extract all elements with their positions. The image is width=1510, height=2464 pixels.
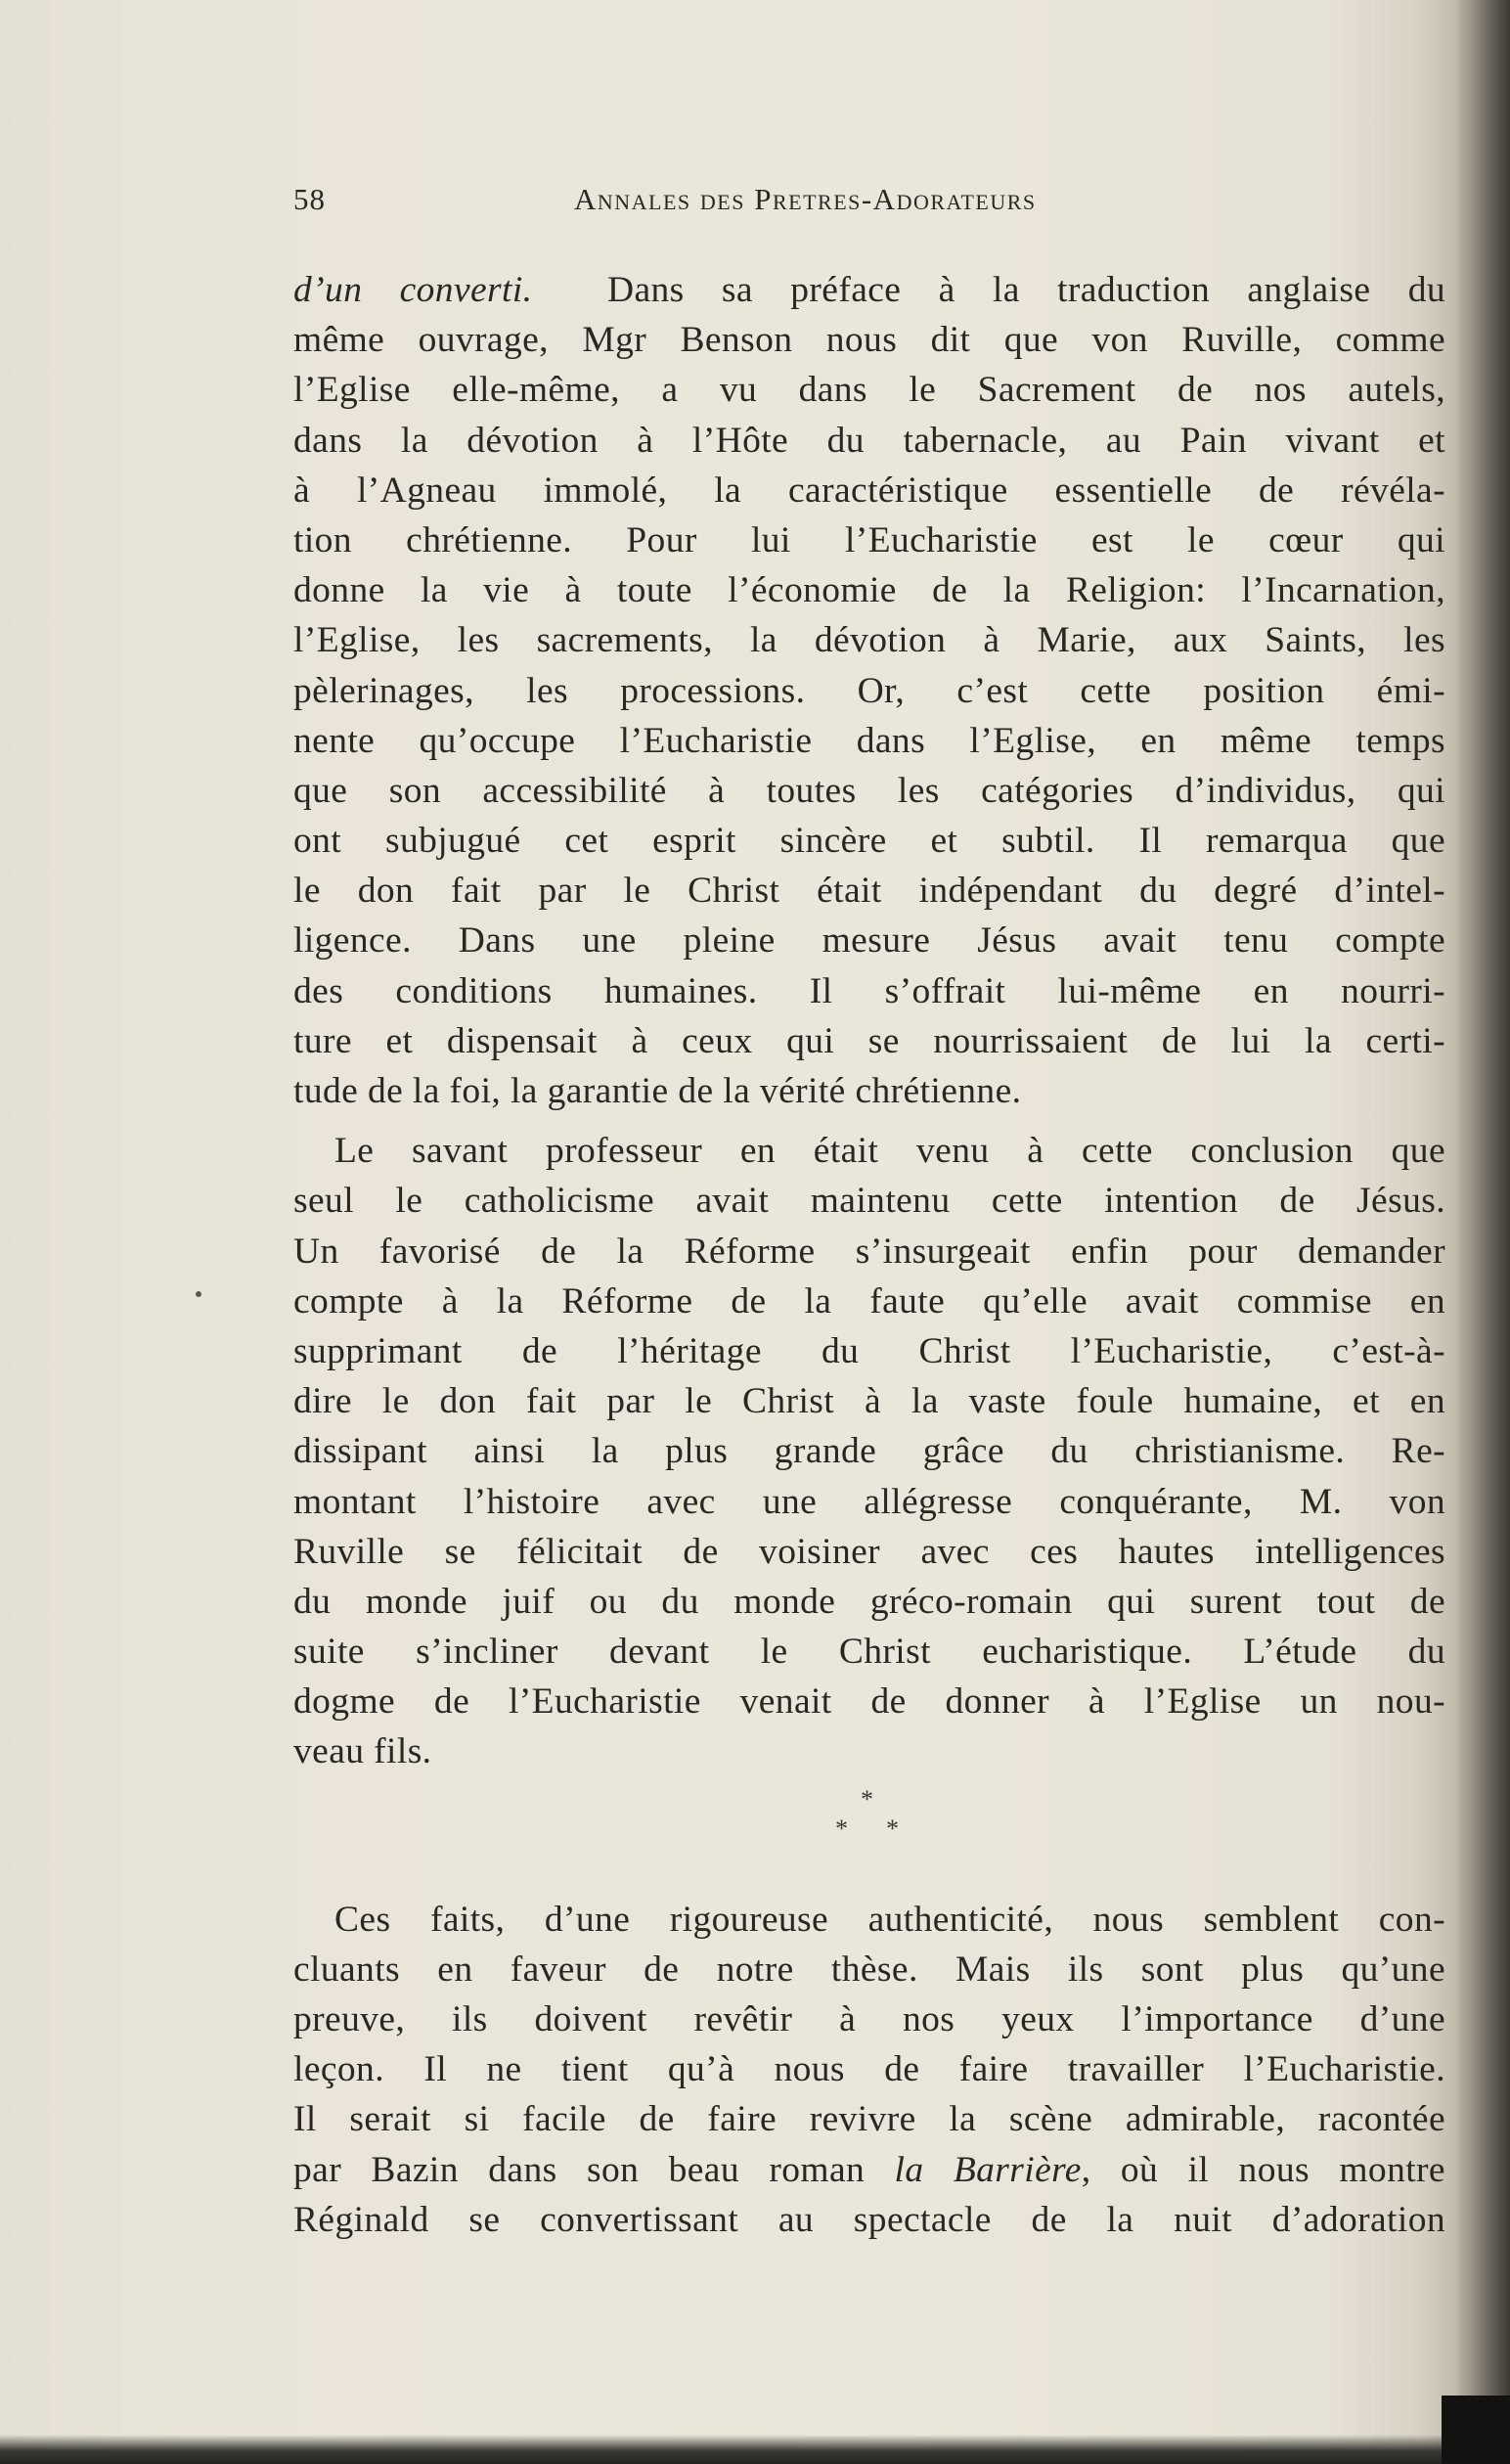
text-line: montant l’histoire avec une allégresse conquérante, M. von [293, 1481, 1445, 1522]
separator-star: * [835, 1814, 848, 1843]
paragraph [293, 1895, 1445, 2245]
text-line: à l’Agneau immolé, la caractéristique essentielle de révéla- [293, 470, 1445, 511]
italic-phrase: d’un converti. [293, 270, 533, 310]
text-line: que son accessibilité à toutes les catégories d’individus, qui [293, 770, 1445, 811]
book-spine-shadow [1455, 0, 1510, 2464]
text-line: tude de la foi, la garantie de la vérité chrétienne. [293, 1071, 1022, 1111]
margin-mark [196, 1291, 201, 1297]
body-text [293, 265, 1445, 2245]
text-line: donne la vie à toute l’économie de la Religion: l’Incarnation, [293, 570, 1445, 611]
text-line: pèlerinages, les processions. Or, c’est cette position émi- [293, 670, 1445, 711]
text-line: supprimant de l’héritage du Christ l’Eucharistie, c’est-à- [293, 1330, 1445, 1371]
text-line: leçon. Il ne tient qu’à nous de faire travailler l’Eucharistie. [293, 2049, 1445, 2090]
separator-gap [293, 1858, 1445, 1895]
text-line: l’Eglise elle-même, a vu dans le Sacrement de nos autels, [293, 370, 1445, 411]
italic-title: la Barrière [894, 2149, 1082, 2190]
section-separator [293, 1777, 1445, 1858]
text-line: le don fait par le Christ était indépendant du degré d’intel- [293, 871, 1445, 912]
separator-star: * [861, 1784, 873, 1814]
page-number: 58 [293, 182, 326, 216]
text-line: des conditions humaines. Il s’offrait lui-même en nourri- [293, 970, 1445, 1011]
running-header [293, 182, 1445, 221]
text-line: ont subjugué cet esprit sincère et subtil. Il remarqua que [293, 821, 1445, 862]
page-corner-shadow [1442, 2396, 1510, 2464]
paragraph-gap [293, 1116, 1445, 1126]
text-line: suite s’incliner devant le Christ eucharistique. L’étude du [293, 1632, 1445, 1673]
text-line: Le savant professeur en était venu à cette conclusion que [334, 1131, 1445, 1172]
paragraph [293, 1126, 1445, 1776]
text-line: dissipant ainsi la plus grande grâce du christianisme. Re- [293, 1431, 1445, 1472]
text-line: compte à la Réforme de la faute qu’elle avait commise en [293, 1280, 1445, 1322]
text-line: Ces faits, d’une rigoureuse authenticité, nous semblent con- [334, 1899, 1445, 1940]
text-line: du monde juif ou du monde gréco-romain qui surent tout de [293, 1581, 1445, 1622]
text-line: Un favorisé de la Réforme s’insurgeait enfin pour demander [293, 1231, 1445, 1272]
text-line: ture et dispensait à ceux qui se nourrissaient de lui la certi- [293, 1020, 1445, 1061]
page-bottom-edge [0, 2435, 1510, 2464]
text-line: par Bazin dans son beau roman la Barrière, où il nous montre [293, 2149, 1445, 2190]
text-line: cluants en faveur de notre thèse. Mais ils sont plus qu’une [293, 1949, 1445, 1990]
text-line: l’Eglise, les sacrements, la dévotion à Marie, aux Saints, les [293, 620, 1445, 661]
text-line: Réginald se convertissant au spectacle de la nuit d’adoration [293, 2199, 1445, 2240]
text-line: ligence. Dans une pleine mesure Jésus avait tenu compte [293, 920, 1445, 962]
separator-star: * [886, 1814, 899, 1843]
text-line: d’un converti. Dans sa préface à la traduction anglaise du [293, 270, 1445, 310]
text-line: Ruville se félicitait de voisiner avec ces hautes intelligences [293, 1531, 1445, 1572]
text-line: tion chrétienne. Pour lui l’Eucharistie est le cœur qui [293, 519, 1445, 560]
text-line: même ouvrage, Mgr Benson nous dit que von Ruville, comme [293, 320, 1445, 361]
text-line: nente qu’occupe l’Eucharistie dans l’Eglise, en même temps [293, 720, 1445, 761]
text-line: Il serait si facile de faire revivre la scène admirable, racontée [293, 2099, 1445, 2140]
running-title: Annales des Pretres-Adorateurs [574, 182, 1037, 216]
text-line: preuve, ils doivent revêtir à nos yeux l’importance d’une [293, 1999, 1445, 2039]
text-line: dogme de l’Eucharistie venait de donner à l’Eglise un nou- [293, 1681, 1445, 1723]
paragraph [293, 265, 1445, 1116]
text-line: seul le catholicisme avait maintenu cette intention de Jésus. [293, 1181, 1445, 1222]
text-line: veau fils. [293, 1731, 432, 1772]
text-line: dire le don fait par le Christ à la vaste foule humaine, et en [293, 1381, 1445, 1422]
text-line: dans la dévotion à l’Hôte du tabernacle, au Pain vivant et [293, 420, 1445, 461]
